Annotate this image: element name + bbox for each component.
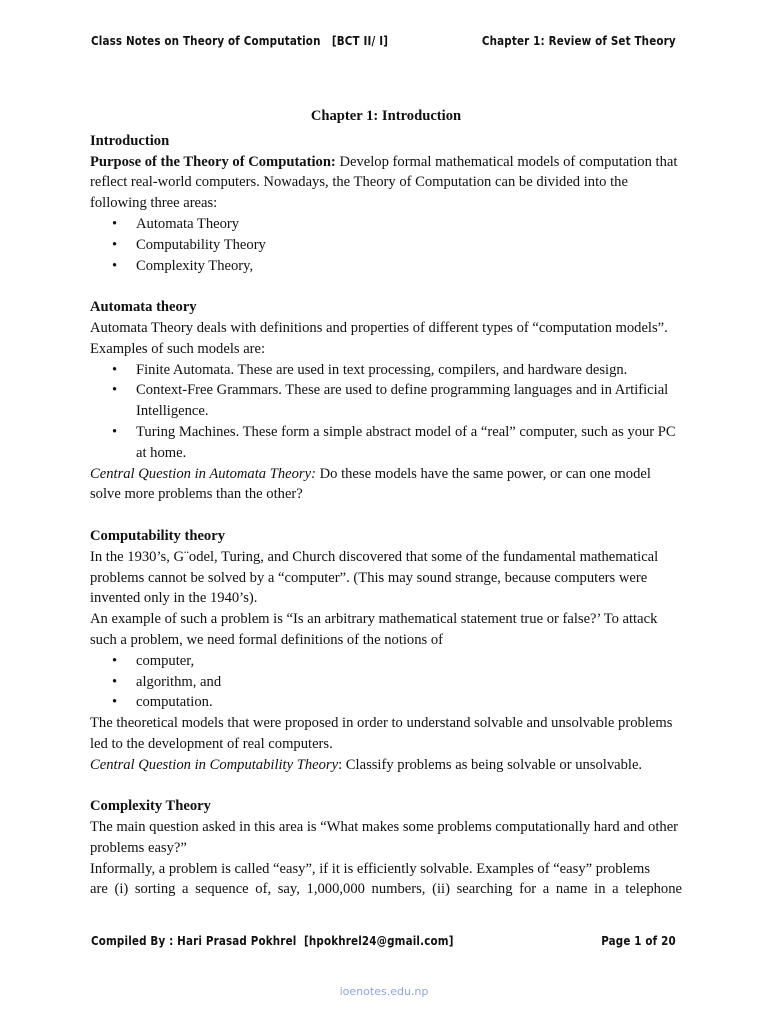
computability-notions-list	[90, 651, 682, 713]
document-body	[90, 106, 682, 900]
areas-list	[90, 214, 682, 276]
page-header	[91, 34, 676, 48]
list-item: • Finite Automata. These are used in text processing, compilers, and hardware design.	[112, 360, 682, 381]
list-item: • Turing Machines. These form a simple abstract model of a “real” computer, such as your PC at home.	[112, 422, 682, 464]
chapter-title: Chapter 1: Introduction	[310, 108, 462, 124]
watermark: ioenotes.edu.np	[339, 985, 429, 998]
computability-paragraph-1: In the 1930’s, G¨odel, Turing, and Church discovered that some of the fundamental mathematical problems cannot be solved by a “computer”. (This may sound strange, because computers were invented only in the 1940’s).	[90, 548, 659, 607]
footer-left: Compiled By : Hari Prasad Pokhrel [hpokhrel24@gmail.com]	[91, 934, 454, 948]
header-left: Class Notes on Theory of Computation [BCT II/ I]	[91, 34, 389, 48]
header-right: Chapter 1: Review of Set Theory	[481, 34, 676, 48]
intro-heading: Introduction	[90, 132, 170, 149]
automata-models-list	[90, 360, 682, 464]
automata-central-question	[90, 464, 682, 506]
computability-cq-text: : Classify problems as being solvable or unsolvable.	[338, 756, 643, 773]
purpose-text: Develop formal mathematical models of computation that reflect real-world computers. Nowadays, the Theory of Computation can be divided into the following three areas:	[90, 153, 678, 212]
list-item: • computation.	[112, 692, 682, 713]
page-number: Page 1 of 20	[601, 934, 676, 948]
purpose-paragraph	[90, 152, 682, 214]
complexity-heading: Complexity Theory	[90, 798, 211, 815]
automata-cq-text: Do these models have the same power, or can one model solve more problems than the other?	[90, 465, 651, 503]
page-footer	[91, 934, 676, 948]
complexity-line-2: are (i) sorting a sequence of, say, 1,000,000 numbers, (ii) searching for a name in a telephone	[90, 881, 682, 898]
purpose-label: Purpose of the Theory of Computation:	[90, 153, 336, 170]
computability-central-question	[90, 755, 682, 776]
complexity-line-1: Informally, a problem is called “easy”, if it is efficiently solvable. Examples of “easy” problems	[90, 860, 651, 877]
complexity-paragraph-1: The main question asked in this area is “What makes some problems computationally hard and other problems easy?”	[90, 819, 679, 856]
automata-paragraph: Automata Theory deals with definitions and properties of different types of “computation models”. Examples of such models are:	[90, 319, 668, 357]
list-item: • Complexity Theory,	[112, 256, 682, 277]
computability-paragraph-3: The theoretical models that were proposed in order to understand solvable and unsolvable problems led to the development of real computers.	[90, 715, 673, 752]
complexity-paragraph-2	[90, 859, 682, 901]
list-item: • Computability Theory	[112, 235, 682, 256]
automata-cq-label: Central Question in Automata Theory:	[90, 465, 316, 482]
computability-heading: Computability theory	[90, 527, 225, 544]
list-item: • Automata Theory	[112, 214, 682, 235]
automata-heading: Automata theory	[90, 299, 197, 316]
list-item: • algorithm, and	[112, 672, 682, 693]
list-item: • Context-Free Grammars. These are used to define programming languages and in Artificial Intelligence.	[112, 380, 682, 422]
computability-paragraph-2: An example of such a problem is “Is an arbitrary mathematical statement true or false?’ To attack such a problem, we need formal definitions of the notions of	[90, 611, 658, 648]
list-item: • computer,	[112, 651, 682, 672]
computability-cq-label: Central Question in Computability Theory	[90, 756, 339, 773]
